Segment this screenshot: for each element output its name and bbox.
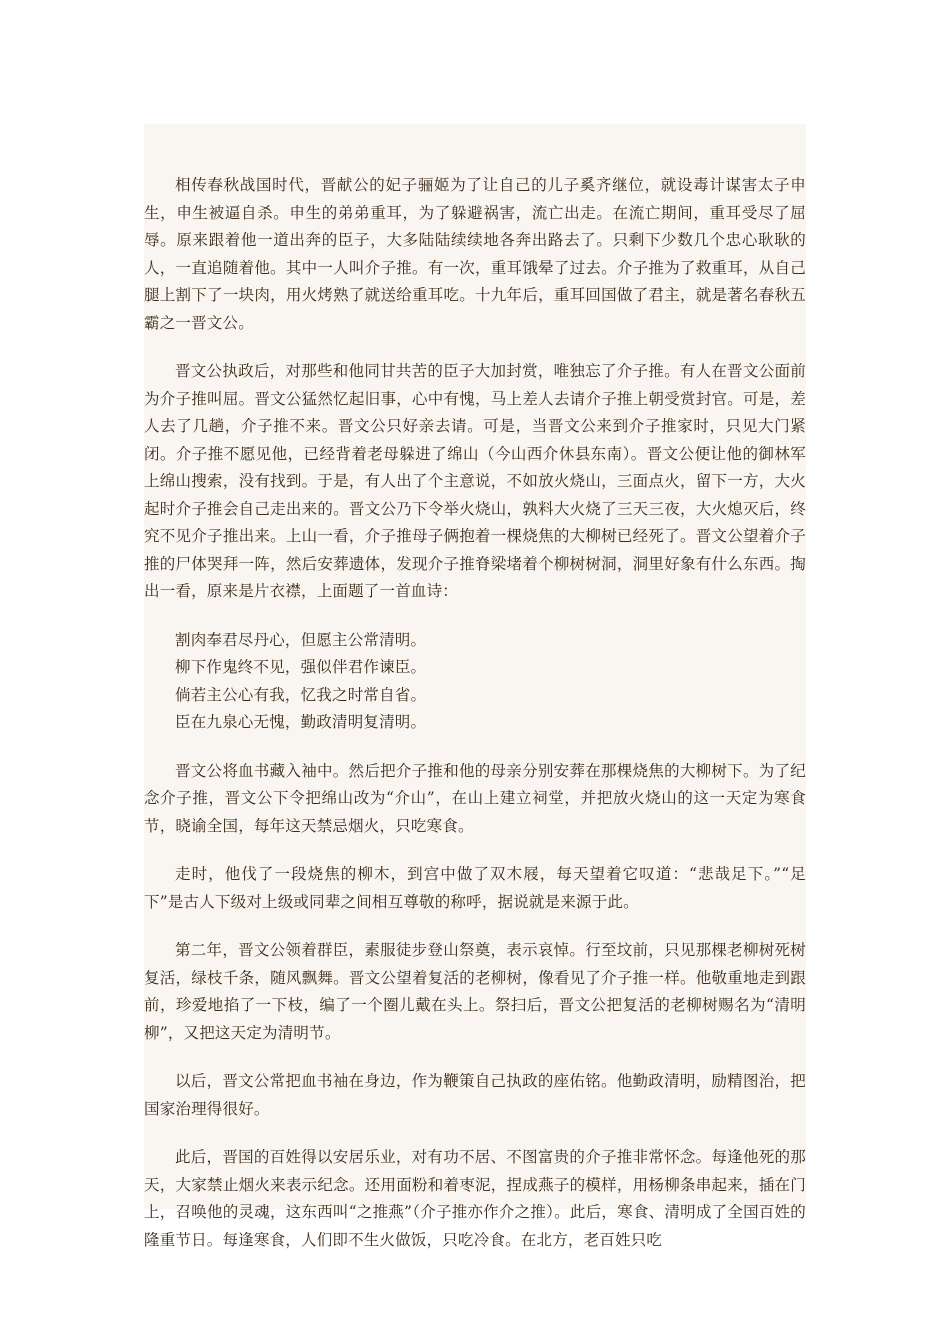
poem-line: 割肉奉君尽丹心，但愿主公常清明。 (175, 630, 427, 649)
paragraph-burning-mountain: 晋文公执政后，对那些和他同甘共苦的臣子大加封赏，唯独忘了介子推。有人在晋文公面前为介子推叫屈。晋文公猛然忆起旧事，心中有愧，马上差人去请介子推上朝受赏封官。可是，差人去了几趟，介子推不来。晋文公只好亲去请。可是，当晋文公来到介子推家时，只见大门紧闭。介子推不愿见他，已经背着老母躲进了绵山（今山西介休县东南）。晋文公便让他的御林军上绵山搜索，没有找到。于是，有人出了个主意说，不如放火烧山，三面点火，留下一方，大火起时介子推会自己走出来的。晋文公乃下令举火烧山，孰料大火烧了三天三夜，大火熄灭后，终究不见介子推出来。上山一看，介子推母子俩抱着一棵烧焦的大柳树已经死了。晋文公望着介子推的尸体哭拜一阵，然后安葬遗体，发现介子推脊梁堵着个柳树树洞，洞里好象有什么东西。掏出一看，原来是片衣襟，上面题了一首血诗： (144, 362, 806, 600)
paragraph-qingming-willow: 第二年，晋文公领着群臣，素服徒步登山祭奠，表示哀悼。行至坟前，只见那棵老柳树死树复活，绿枝千条，随风飘舞。晋文公望着复活的老柳树，像看见了介子推一样。他敬重地走到跟前，珍爱地掐了一下枝，编了一个圈儿戴在头上。祭扫后，晋文公把复活的老柳树赐名为“清明柳”，又把这天定为清明节。 (144, 941, 806, 1042)
poem-line: 倘若主公心有我，忆我之时常自省。 (175, 685, 427, 704)
paragraph-zhitui-swallow: 此后，晋国的百姓得以安居乐业，对有功不居、不图富贵的介子推非常怀念。每逢他死的那天，大家禁止烟火来表示纪念。还用面粉和着枣泥，捏成燕子的模样，用杨柳条串起来，插在门上，召唤他的灵魂，这东西叫“之推燕”（介子推亦作介之推）。此后，寒食、清明成了全国百姓的隆重节日。每逢寒食，人们即不生火做饭，只吃冷食。在北方，老百姓只吃 (144, 1148, 806, 1249)
paragraph-origin-story: 相传春秋战国时代，晋献公的妃子骊姬为了让自己的儿子奚齐继位，就设毒计谋害太子申生，申生被逼自杀。申生的弟弟重耳，为了躲避祸害，流亡出走。在流亡期间，重耳受尽了屈辱。原来跟着他一道出奔的臣子，大多陆陆续续地各奔出路去了。只剩下少数几个忠心耿耿的人，一直追随着他。其中一人叫介子推。有一次，重耳饿晕了过去。介子推为了救重耳，从自己腿上割下了一块肉，用火烤熟了就送给重耳吃。十九年后，重耳回国做了君主，就是著名春秋五霸之一晋文公。 (144, 176, 806, 332)
paragraph-blood-letter-motto: 以后，晋文公常把血书袖在身边，作为鞭策自己执政的座佑铭。他勤政清明，励精图治，把国家治理得很好。 (144, 1072, 806, 1118)
poem-line: 臣在九泉心无愧，勤政清明复清明。 (175, 713, 427, 731)
article-panel (144, 124, 806, 1249)
poem-line: 柳下作鬼终不见，强似伴君作谏臣。 (175, 658, 427, 676)
paragraph-cold-food-festival: 晋文公将血书藏入袖中。然后把介子推和他的母亲分别安葬在那棵烧焦的大柳树下。为了纪念介子推，晋文公下令把绵山改为“介山”，在山上建立祠堂，并把放火烧山的这一天定为寒食节，晓谕全国，每年这天禁忌烟火，只吃寒食。 (144, 761, 806, 835)
blood-poem (144, 627, 806, 737)
paragraph-zuxia: 走时，他伐了一段烧焦的柳木，到宫中做了双木屐，每天望着它叹道：“悲哉足下。”“足下”是古人下级对上级或同辈之间相互尊敬的称呼，据说就是来源于此。 (144, 865, 806, 911)
article-body (144, 172, 806, 1275)
